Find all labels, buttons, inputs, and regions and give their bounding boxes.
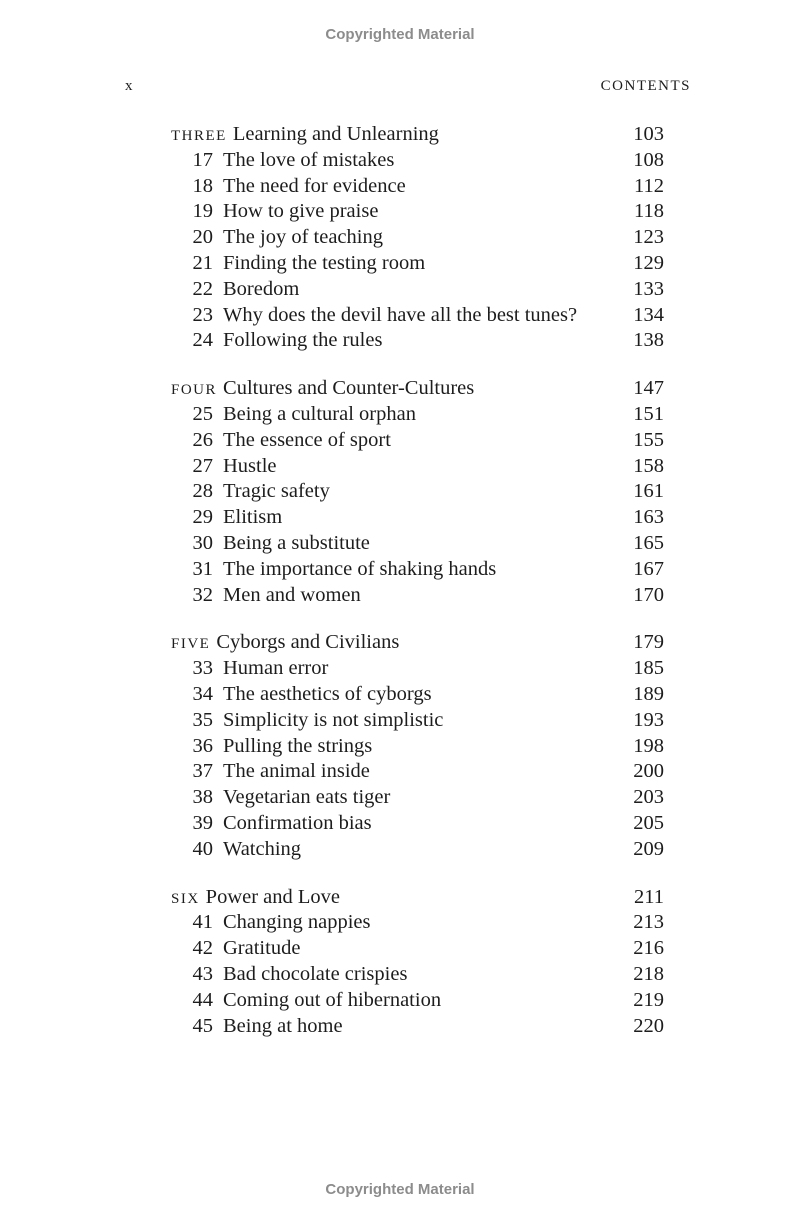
chapter-number: 30 (192, 531, 213, 554)
chapter-title: How to give praise (223, 200, 379, 223)
toc-chapter-entry[interactable] (171, 910, 664, 936)
toc-chapter-entry[interactable] (171, 454, 664, 480)
chapter-title: Human error (223, 657, 329, 680)
part-title: Cultures and Counter-Cultures (223, 377, 475, 400)
chapter-page-number: 200 (633, 760, 664, 783)
running-head (125, 78, 691, 100)
toc-chapter-entry[interactable] (171, 225, 664, 251)
chapter-title: Pulling the strings (223, 734, 373, 757)
chapter-page-number: 167 (633, 557, 664, 580)
chapter-title: The joy of teaching (223, 226, 383, 249)
chapter-title: The love of mistakes (223, 148, 395, 171)
chapter-title: The essence of sport (223, 428, 391, 451)
chapter-number: 37 (192, 760, 213, 783)
chapter-page-number: 123 (633, 226, 664, 249)
chapter-page-number: 108 (633, 148, 664, 171)
chapter-page-number: 163 (633, 506, 664, 529)
part-label: FOUR (171, 382, 218, 399)
toc-chapter-entry[interactable] (171, 277, 664, 303)
chapter-page-number: 158 (633, 454, 664, 477)
chapter-title: The aesthetics of cyborgs (223, 682, 432, 705)
toc-chapter-entry[interactable] (171, 759, 664, 785)
running-head-title: CONTENTS (600, 78, 691, 94)
toc-chapter-entry[interactable] (171, 682, 664, 708)
chapter-page-number: 185 (633, 657, 664, 680)
chapter-title: Bad chocolate crispies (223, 962, 408, 985)
toc-chapter-entry[interactable] (171, 837, 664, 863)
toc-part (171, 376, 664, 608)
part-label: THREE (171, 128, 227, 144)
toc-chapter-entry[interactable] (171, 251, 664, 277)
chapter-number: 34 (192, 682, 213, 705)
chapter-number: 39 (192, 811, 213, 834)
chapter-title: Gratitude (223, 937, 301, 960)
table-of-contents (171, 122, 664, 1061)
chapter-page-number: 219 (633, 988, 664, 1011)
chapter-page-number: 165 (633, 531, 664, 554)
chapter-page-number: 213 (633, 911, 664, 934)
chapter-page-number: 209 (633, 837, 664, 860)
chapter-number: 21 (192, 251, 213, 274)
chapter-number: 20 (192, 226, 213, 249)
part-page-number: 103 (633, 123, 664, 145)
chapter-number: 19 (192, 200, 213, 223)
toc-chapter-entry[interactable] (171, 174, 664, 200)
chapter-title: Confirmation bias (223, 811, 372, 834)
chapter-number: 23 (192, 303, 213, 326)
part-label: FIVE (171, 636, 211, 653)
chapter-title: Tragic safety (223, 480, 330, 503)
chapter-title: Finding the testing room (223, 251, 426, 274)
toc-chapter-entry[interactable] (171, 148, 664, 174)
chapter-title: Following the rules (223, 329, 383, 352)
toc-chapter-entry[interactable] (171, 557, 664, 583)
chapter-number: 29 (192, 506, 213, 529)
chapter-title: Watching (223, 837, 302, 860)
toc-part (171, 630, 664, 862)
toc-chapter-entry[interactable] (171, 328, 664, 354)
chapter-title: Coming out of hibernation (223, 988, 442, 1011)
chapter-page-number: 138 (633, 329, 664, 352)
chapter-number: 26 (192, 428, 213, 451)
chapter-number: 33 (192, 657, 213, 680)
chapter-title: Why does the devil have all the best tunes? (223, 303, 578, 326)
toc-part (171, 885, 664, 1040)
chapter-number: 41 (192, 911, 213, 934)
toc-chapter-entry[interactable] (171, 734, 664, 760)
copyright-watermark-top: Copyrighted Material (325, 26, 475, 43)
toc-part-heading[interactable] (171, 122, 664, 148)
toc-chapter-entry[interactable] (171, 656, 664, 682)
chapter-number: 36 (192, 734, 213, 757)
toc-chapter-entry[interactable] (171, 988, 664, 1014)
chapter-page-number: 218 (633, 962, 664, 985)
part-title: Cyborgs and Civilians (216, 631, 400, 654)
chapter-page-number: 189 (633, 682, 664, 705)
chapter-title: Being at home (223, 1014, 343, 1037)
chapter-page-number: 203 (633, 786, 664, 809)
chapter-page-number: 198 (633, 734, 664, 757)
toc-chapter-entry[interactable] (171, 505, 664, 531)
chapter-title: The animal inside (223, 760, 370, 783)
part-title: Power and Love (205, 885, 341, 908)
chapter-page-number: 205 (633, 811, 664, 834)
chapter-number: 27 (192, 454, 213, 477)
chapter-page-number: 151 (633, 402, 664, 425)
toc-chapter-entry[interactable] (171, 785, 664, 811)
chapter-number: 18 (192, 174, 213, 197)
page-folio: x (125, 78, 134, 94)
chapter-number: 24 (192, 329, 213, 352)
chapter-number: 43 (192, 962, 213, 985)
part-page-number: 211 (634, 885, 664, 908)
chapter-page-number: 112 (634, 174, 664, 197)
chapter-number: 25 (192, 402, 213, 425)
toc-chapter-entry[interactable] (171, 936, 664, 962)
chapter-title: Men and women (223, 583, 361, 606)
chapter-page-number: 216 (633, 937, 664, 960)
chapter-page-number: 155 (633, 428, 664, 451)
toc-part-heading[interactable] (171, 885, 664, 911)
chapter-number: 31 (192, 557, 213, 580)
toc-chapter-entry[interactable] (171, 583, 664, 609)
toc-chapter-entry[interactable] (171, 811, 664, 837)
chapter-number: 28 (192, 480, 213, 503)
chapter-number: 38 (192, 786, 213, 809)
chapter-title: Being a substitute (223, 531, 370, 554)
chapter-number: 45 (192, 1014, 213, 1037)
chapter-page-number: 129 (633, 251, 664, 274)
chapter-title: Changing nappies (223, 911, 371, 934)
part-page-number: 179 (633, 631, 664, 654)
toc-chapter-entry[interactable] (171, 962, 664, 988)
chapter-title: Boredom (223, 277, 300, 300)
part-page-number: 147 (633, 377, 664, 400)
chapter-title: The importance of shaking hands (223, 557, 497, 580)
toc-chapter-entry[interactable] (171, 303, 664, 329)
chapter-title: Simplicity is not simplistic (223, 708, 444, 731)
chapter-page-number: 133 (633, 277, 664, 300)
chapter-number: 32 (192, 583, 213, 606)
chapter-title: The need for evidence (223, 174, 406, 197)
chapter-number: 35 (192, 708, 213, 731)
toc-part-heading[interactable] (171, 630, 664, 656)
chapter-number: 44 (192, 988, 213, 1011)
copyright-watermark-bottom: Copyrighted Material (325, 1181, 475, 1198)
chapter-page-number: 170 (633, 583, 664, 606)
chapter-page-number: 193 (633, 708, 664, 731)
toc-chapter-entry[interactable] (171, 479, 664, 505)
part-title: Learning and Unlearning (232, 123, 439, 145)
toc-part-heading[interactable] (171, 376, 664, 402)
toc-chapter-entry[interactable] (171, 531, 664, 557)
chapter-title: Vegetarian eats tiger (223, 786, 391, 809)
chapter-page-number: 220 (633, 1014, 664, 1037)
toc-chapter-entry[interactable] (171, 199, 664, 225)
chapter-number: 40 (192, 837, 213, 860)
part-label: SIX (171, 890, 200, 907)
chapter-page-number: 134 (633, 303, 664, 326)
chapter-number: 22 (192, 277, 213, 300)
toc-chapter-entry[interactable] (171, 402, 664, 428)
toc-chapter-entry[interactable] (171, 1014, 664, 1040)
toc-chapter-entry[interactable] (171, 708, 664, 734)
toc-chapter-entry[interactable] (171, 428, 664, 454)
chapter-page-number: 161 (633, 480, 664, 503)
chapter-title: Hustle (223, 454, 277, 477)
chapter-title: Elitism (223, 506, 283, 529)
toc-part (171, 122, 664, 354)
chapter-number: 17 (192, 148, 213, 171)
chapter-number: 42 (192, 937, 213, 960)
chapter-page-number: 118 (634, 200, 664, 223)
chapter-title: Being a cultural orphan (223, 402, 416, 425)
